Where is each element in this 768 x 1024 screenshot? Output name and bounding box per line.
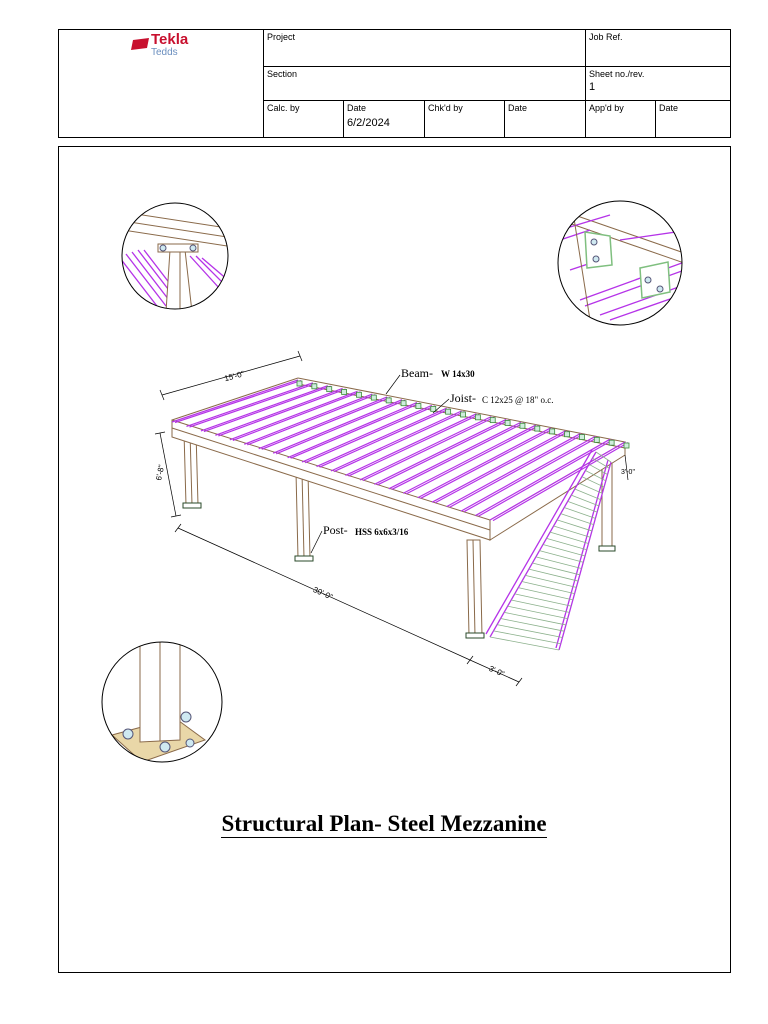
joist-size: C 12x25 @ 18" o.c. bbox=[482, 395, 554, 405]
detail-joist-connection bbox=[558, 201, 690, 325]
joist-label: Joist- bbox=[450, 391, 477, 405]
dim-width-text: 15'-0" bbox=[223, 369, 246, 384]
dim-stair-top-text: 3'-0" bbox=[621, 469, 635, 476]
logo-brand: Tekla bbox=[151, 31, 189, 48]
post-label: Post- bbox=[323, 523, 348, 537]
job-ref-label: Job Ref. bbox=[589, 32, 623, 42]
detail-beam-post bbox=[110, 203, 242, 312]
stair-treads bbox=[490, 452, 611, 650]
sheet-value: 1 bbox=[589, 81, 596, 93]
detail-base-plate bbox=[102, 640, 222, 762]
date3-label: Date bbox=[659, 103, 679, 113]
mezzanine-model bbox=[155, 351, 629, 686]
dim-height-text: 6'-8" bbox=[154, 463, 167, 482]
date2-label: Date bbox=[508, 103, 528, 113]
caption-text: Structural Plan- Steel Mezzanine bbox=[221, 811, 547, 836]
post-size: HSS 6x6x3/16 bbox=[355, 527, 409, 537]
stair-stringers bbox=[486, 450, 611, 650]
appd-by-label: App'd by bbox=[589, 103, 624, 113]
chkd-by-label: Chk'd by bbox=[428, 103, 463, 113]
date1-value: 6/2/2024 bbox=[347, 117, 390, 129]
drawing-caption bbox=[0, 811, 768, 837]
beam-size: W 14x30 bbox=[441, 369, 475, 379]
calc-by-label: Calc. by bbox=[267, 103, 300, 113]
dim-length-text: 30'-0" bbox=[311, 585, 334, 602]
logo-product: Tedds bbox=[151, 47, 178, 58]
dim-stair-text: 3'-0" bbox=[487, 663, 506, 679]
project-label: Project bbox=[267, 32, 296, 42]
beam-label: Beam- bbox=[401, 366, 433, 380]
date1-label: Date bbox=[347, 103, 367, 113]
sheet-label: Sheet no./rev. bbox=[589, 69, 645, 79]
section-label: Section bbox=[267, 69, 298, 79]
